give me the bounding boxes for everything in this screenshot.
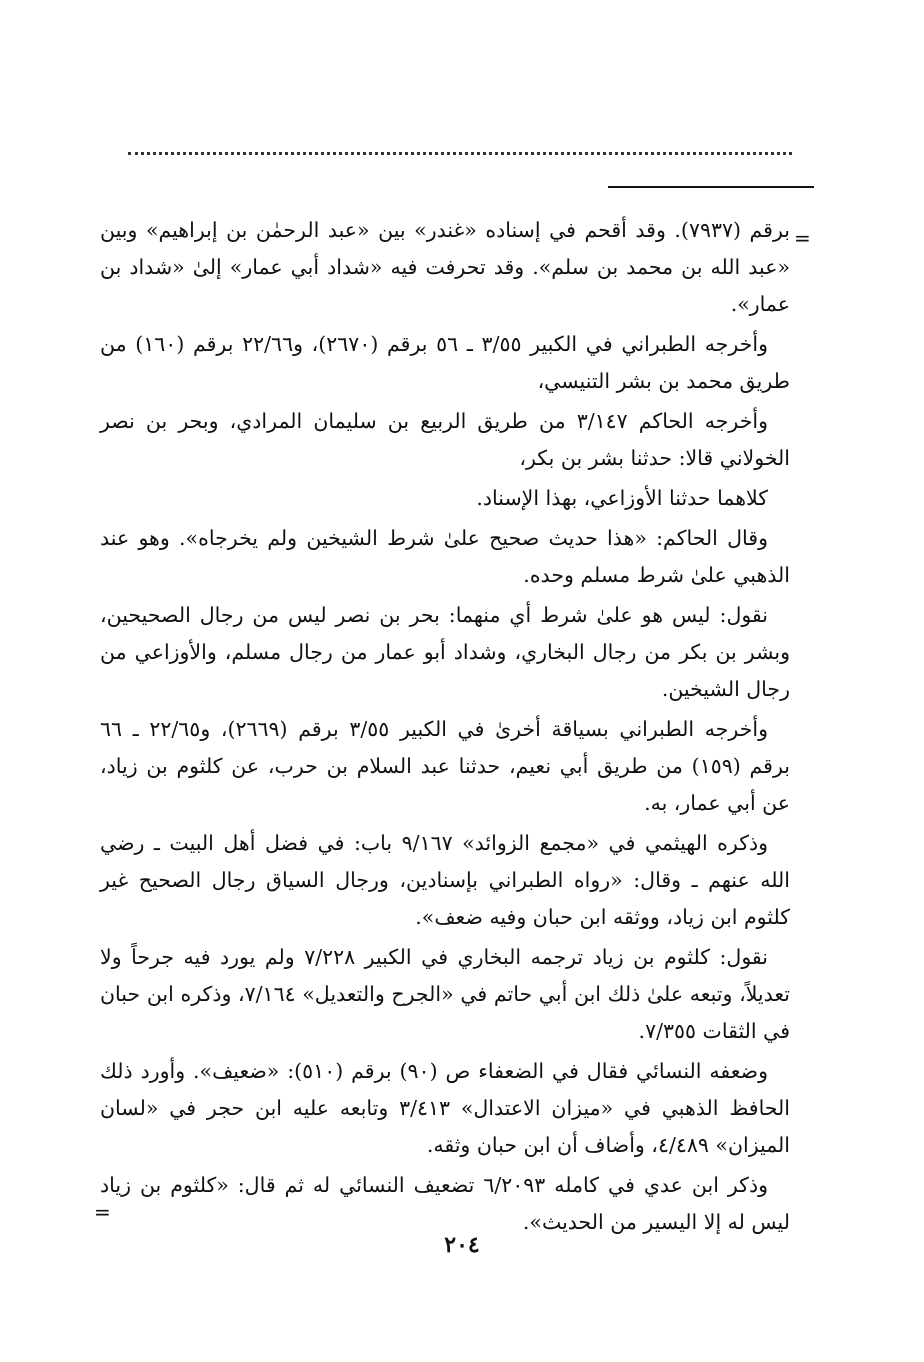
footnote-paragraph: وأخرجه الطبراني في الكبير ٣/٥٥ ـ ٥٦ برقم (٢٦٧٠)، و٢٢/٦٦ برقم (١٦٠) من طريق محمد بن بشر التنيسي،: [100, 332, 790, 393]
footnote-paragraph: نقول: كلثوم بن زياد ترجمه البخاري في الكبير ٧/٢٢٨ ولم يورد فيه جرحاً ولا تعديلاً، وتبعه علىٰ ذلك ابن أبي حاتم في «الجرح والتعديل» ٧/١٦٤، وذكره ابن حبان في الثقات ٧/٣٥٥.: [100, 945, 790, 1043]
footnote-paragraph: نقول: ليس هو علىٰ شرط أي منهما: بحر بن نصر ليس من رجال الصحيحين، وبشر بن بكر من رجال البخاري، وشداد أبو عمار من رجال مسلم، والأوزاعي من رجال الشيخين.: [100, 603, 790, 701]
footnote-text-block: [100, 212, 790, 1244]
footnote-paragraph: وأخرجه الطبراني بسياقة أخرىٰ في الكبير ٣/٥٥ برقم (٢٦٦٩)، و٢٢/٦٥ ـ ٦٦ برقم (١٥٩) من طريق أبي نعيم، حدثنا عبد السلام بن حرب، عن كلثوم بن زياد، عن أبي عمار، به.: [100, 717, 790, 815]
continuation-mark-top: =: [794, 226, 811, 250]
footnote-paragraph: وضعفه النسائي فقال في الضعفاء ص (٩٠) برقم (٥١٠): «ضعيف». وأورد ذلك الحافظ الذهبي في «ميزان الاعتدال» ٣/٤١٣ وتابعه عليه ابن حجر في «لسان الميزان» ٤/٤٨٩، وأضاف أن ابن حبان وثقه.: [100, 1059, 791, 1157]
page-number: ٢٠٤: [444, 1232, 480, 1258]
footnote-paragraph: كلاهما حدثنا الأوزاعي، بهذا الإسناد.: [476, 486, 768, 510]
footnote-paragraph: برقم (٧٩٣٧). وقد أقحم في إسناده «غندر» بين «عبد الرحمٰن بن إبراهيم» وبين «عبد الله بن محمد بن سلم». وقد تحرفت فيه «شداد أبي عمار» إلىٰ «شداد بن عمار».: [100, 218, 790, 316]
footnote-paragraph: وذكر ابن عدي في كامله ٦/٢٠٩٣ تضعيف النسائي له ثم قال: «كلثوم بن زياد ليس له إلا اليسير من الحديث».: [100, 1173, 790, 1234]
continuation-mark-bottom: =: [94, 1200, 111, 1224]
footnote-paragraph: وذكره الهيثمي في «مجمع الزوائد» ٩/١٦٧ باب: في فضل أهل البيت ـ رضي الله عنهم ـ وقال: «رواه الطبراني بإسنادين، ورجال السياق رجال الصحيح غير كلثوم ابن زياد، ووثقه ابن حبان وفيه ضعف».: [100, 831, 790, 929]
footnote-paragraph: وأخرجه الحاكم ٣/١٤٧ من طريق الربيع بن سليمان المرادي، وبحر بن نصر الخولاني قالا: حدثنا بشر بن بكر،: [100, 409, 790, 470]
footnote-separator-dots: [128, 152, 792, 165]
footnote-separator-rule: [608, 186, 814, 188]
footnote-paragraph: وقال الحاكم: «هذا حديث صحيح علىٰ شرط الشيخين ولم يخرجاه». وهو عند الذهبي علىٰ شرط مسلم وحده.: [100, 526, 790, 587]
